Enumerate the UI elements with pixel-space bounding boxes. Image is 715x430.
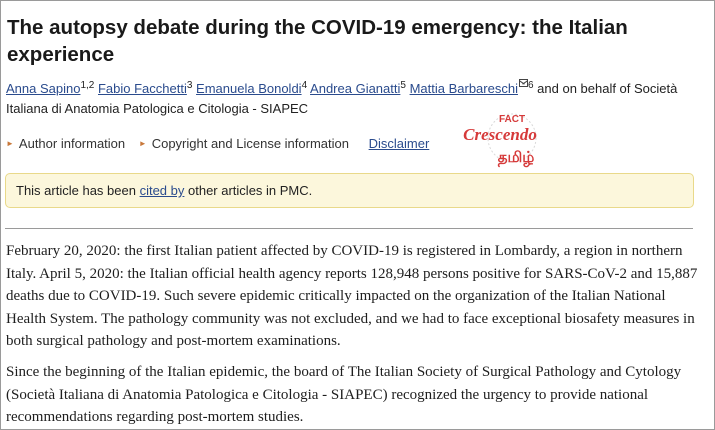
author-affiliation: 6 — [527, 80, 534, 91]
article-info-links — [6, 135, 429, 153]
author-link[interactable]: Fabio Facchetti — [97, 81, 187, 96]
fact-crescendo-logo — [450, 110, 562, 174]
triangle-right-icon: ► — [138, 139, 147, 148]
logo-brand-text: Crescendo — [463, 125, 537, 144]
author-affiliation: 4 — [301, 80, 308, 91]
body-paragraph: Since the beginning of the Italian epidemic, the board of The Italian Society of Surgical Pathology and Cytology (Società Italiana di Anatomia Patologica e Citologia - SIAPEC) recognized the urgency to provide national recommendations regarding post-mortem studies. — [6, 364, 682, 425]
notice-suffix: other articles in PMC. — [184, 183, 313, 198]
author-link[interactable]: Mattia Barbareschi — [409, 81, 518, 96]
author-affiliation: 1,2 — [80, 80, 95, 91]
logo-fact-text: FACT — [498, 114, 526, 125]
author-link[interactable]: Emanuela Bonoldi — [196, 81, 302, 96]
email-icon[interactable] — [519, 79, 528, 87]
body-paragraph: February 20, 2020: the first Italian patient affected by COVID-19 is registered in Lombardy, a region in northern Italy. April 5, 2020: the Italian official health agency reports 128,948 persons positive for SARS-CoV-2 and 15,887 deaths due to COVID-19. Such severe epidemic critically impacted on the organization of the Italian National Health System. The pathology community was not excluded, and we had to face exceptional biosafety measures in both surgical pathology and post-mortem examinations. — [6, 243, 698, 349]
copyright-license-toggle[interactable]: Copyright and License information — [151, 136, 349, 151]
article-title: The autopsy debate during the COVID-19 emergency: the Italian experience — [7, 16, 628, 66]
triangle-right-icon: ► — [6, 139, 14, 148]
on-behalf-text: and on behalf of Società Italiana di Anatomia Patologica e Citologia - SIAPEC — [6, 81, 678, 116]
notice-prefix: This article has been — [16, 183, 140, 198]
logo-sub-text: தமிழ் — [497, 148, 535, 166]
author-link[interactable]: Andrea Gianatti — [310, 81, 401, 96]
cited-by-link[interactable]: cited by — [139, 183, 185, 198]
section-divider — [5, 228, 693, 229]
cited-by-notice — [5, 173, 694, 208]
author-link[interactable]: Anna Sapino — [6, 81, 81, 96]
author-list — [6, 79, 706, 119]
author-information-toggle[interactable]: Author information — [18, 136, 126, 151]
author-affiliation: 5 — [400, 80, 406, 91]
author-affiliation: 3 — [186, 80, 193, 91]
disclaimer-link[interactable]: Disclaimer — [368, 136, 430, 151]
